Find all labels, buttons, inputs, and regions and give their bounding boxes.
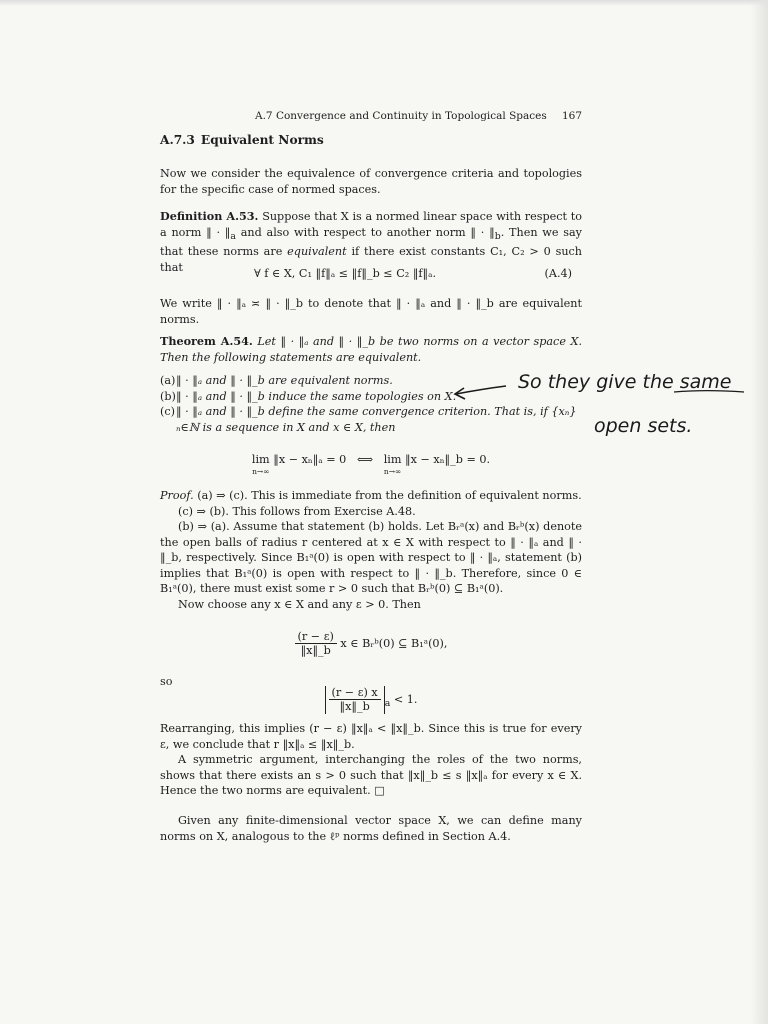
handwritten-note [512, 360, 762, 450]
section-title: Equivalent Norms [200, 133, 324, 147]
bound-rest: < 1. [390, 693, 418, 706]
display-inclusion [160, 630, 582, 658]
lim-left: lim n→∞ [251, 453, 270, 476]
lim-right-expr: ‖x − xₙ‖_b = 0. [405, 453, 491, 466]
definition-emph: equivalent [287, 245, 347, 259]
handwritten-note-line-1: So they give the same [518, 371, 732, 393]
item-text: ‖ · ‖ₐ and ‖ · ‖_b are equivalent norms. [176, 374, 393, 387]
item-text: ‖ · ‖ₐ and ‖ · ‖_b induce the same topologies on X. [176, 389, 457, 403]
iff-symbol: ⟺ [356, 453, 374, 466]
page-number: 167 [561, 110, 582, 122]
proof-label: Proof. [160, 489, 194, 502]
scan-edge-top [0, 0, 768, 6]
item-label: (a) [160, 374, 176, 387]
lim-left-expr: ‖x − xₙ‖ₐ = 0 [273, 453, 347, 466]
closing-text: Given any finite-dimensional vector space X, we can define many norms on X, analogous to the ℓᵖ norms defined in Section A.4. [160, 814, 582, 843]
handwritten-note-line-2: open sets. [594, 415, 693, 437]
conclusion-line-2: A symmetric argument, interchanging the roles of the two norms, shows that there exists an s > 0 such that ‖x‖_b ≤ s ‖x‖ₐ for every x ∈ X. Hence the two norms are equivalent. □ [160, 753, 582, 797]
norm-bars [325, 686, 385, 714]
definition-paragraph: Definition A.53. Suppose that X is a normed linear space with respect to a norm ‖ · $‖_a$ and also with respect to another norm ‖ · $‖_b$. Then we say that these norms are equivalent if there exist constants C₁, C₂ > 0 such that [160, 209, 582, 274]
display-norm-bound: $\frac{(r - \varepsilon) x}{‖x‖\_b}$ $_a$ < 1. [160, 686, 582, 714]
proof-conclusion [160, 721, 582, 799]
intro-paragraph: Now we consider the equivalence of convergence criteria and topologies for the specific case of normed spaces. [160, 167, 582, 196]
proof-line-3: (b) ⇒ (a). Assume that statement (b) holds. Let Bᵣᵃ(x) and Bᵣᵇ(x) denote the open balls of radius r centered at x ∈ X with respect to ‖ · ‖ₐ and ‖ · ‖_b, respectively. Since B₁ᵃ(0) is open with respect to ‖ · ‖ₐ, statement (b) implies that B₁ᵃ(0) is open with respect to ‖ · ‖_b. Therefore, since 0 ∈ B₁ᵃ(0), there must exist some r > 0 such that Bᵣᵇ(0) ⊆ B₁ᵃ(0). [160, 520, 582, 595]
equation-a4 [160, 266, 582, 282]
section-heading [160, 133, 582, 149]
definition-label: Definition A.53. [160, 209, 259, 223]
scan-edge-right [750, 0, 768, 1024]
lim-right: lim n→∞ [383, 453, 402, 476]
theorem-label: Theorem A.54. [160, 334, 253, 348]
item-label: (c) [160, 405, 175, 418]
closing-paragraph [160, 813, 582, 844]
fraction: $\frac{(r - \varepsilon) x}{‖x‖\_b}$ [329, 686, 381, 714]
proof-line-1: Proof. (a) ⇒ (c). This is immediate from the definition of equivalent norms. [160, 489, 582, 502]
equation-expression: ∀ f ∈ X, C₁ ‖f‖ₐ ≤ ‖f‖_b ≤ C₂ ‖f‖ₐ. [254, 267, 437, 280]
item-label: (b) [160, 389, 176, 403]
theorem-text: Let ‖ · ‖ₐ and ‖ · ‖_b be two norms on a vector space X. Then the following statements are equivalent. [160, 335, 583, 364]
fraction: $\frac{(r - \varepsilon)}{‖x‖\_b}$ [295, 630, 337, 658]
conclusion-line-1: Rearranging, this implies (r − ε) ‖x‖ₐ < ‖x‖_b. Since this is true for every ε, we conclude that r ‖x‖ₐ ≤ ‖x‖_b. [160, 722, 582, 751]
item-text: ‖ · ‖ₐ and ‖ · ‖_b define the same convergence criterion. That is, if {xₙ}ₙ∈ℕ is a sequence in X and x ∈ X, then [176, 405, 577, 434]
handwritten-arrow-icon [450, 378, 510, 408]
running-head-title: A.7 Convergence and Continuity in Topological Spaces [255, 110, 547, 122]
proof-line-2: (c) ⇒ (b). This follows from Exercise A.48. [178, 504, 416, 518]
definition-text-a: Suppose that X is a normed linear space with respect to a norm ‖ · ‖ [160, 210, 582, 239]
limit-equivalence [160, 452, 582, 475]
notation-paragraph: We write ‖ · ‖ₐ ≍ ‖ · ‖_b to denote that ‖ · ‖ₐ and ‖ · ‖_b are equivalent norms. [160, 297, 582, 326]
definition-text-c: . Then we say that these norms are [160, 225, 582, 259]
so-word: so [160, 675, 173, 688]
inclusion-rest: x ∈ Bᵣᵇ(0) ⊆ B₁ᵃ(0), [336, 637, 448, 650]
section-number: A.7.3 [160, 133, 195, 147]
proof-line-4: Now choose any x ∈ X and any ε > 0. Then [178, 597, 421, 611]
definition-text-d: if there exist constants C₁, C₂ > 0 such that [160, 245, 582, 274]
proof-block [160, 488, 582, 612]
equation-tag: (A.4) [544, 267, 572, 280]
definition-text-b: and also with respect to another norm ‖ · ‖ [235, 225, 495, 239]
